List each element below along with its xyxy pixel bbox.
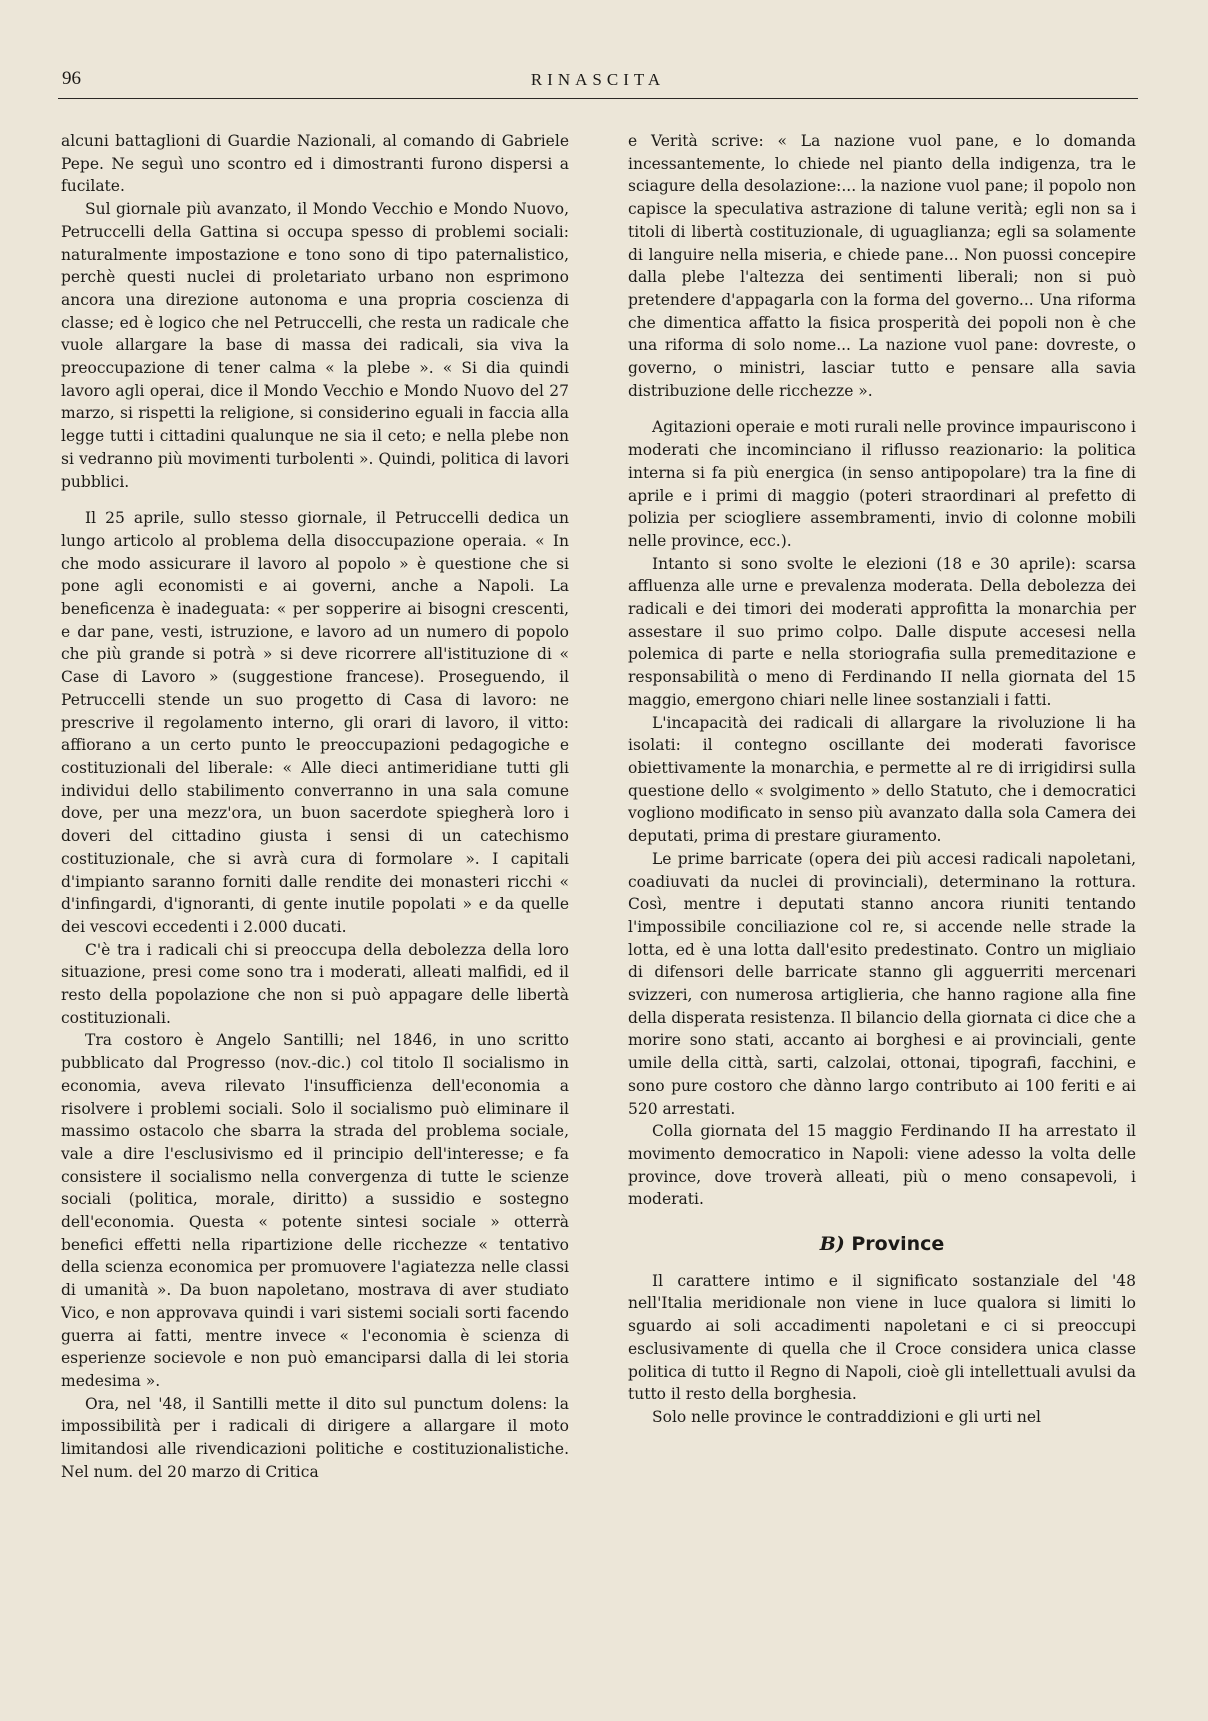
section-heading-letter: B): [819, 1233, 845, 1256]
paragraph: Il carattere intimo e il significato sostanziale del '48 nell'Italia meridionale non viene in luce qualora si limiti lo sguardo ai soli accadimenti napoletani e ci si preoccupi esclusivamente di quella che il Croce considera unica classe politica di tutto il Regno di Napoli, cioè gli intellettuali avulsi da tutto il resto della borghesia.: [628, 1271, 1136, 1404]
paragraph: Le prime barricate (opera dei più accesi radicali napoletani, coadiuvati da nuclei di provinciali), determinano la rottura. Così, mentre i deputati stanno ancora riuniti tentando l'impossibile conciliazione col re, si accende nelle strade la lotta, ed è una lotta dall'esito predestinato. Contro un migliaio di difensori delle barricate stanno gli agguerriti mercenari svizzeri, con numerosa artiglieria, che hanno ragione alla fine della disperata resistenza. Il bilancio della giornata ci dice che a morire sono stati, accanto ai borghesi e ai provinciali, gente umile della città, sarti, calzolai, ottonai, tipografi, facchini, e sono pure costoro che dànno largo contributo ai 100 feriti e ai 520 arrestati.: [628, 849, 1136, 1118]
header-rule: [58, 98, 1138, 99]
paragraph: C'è tra i radicali chi si preoccupa della debolezza della loro situazione, presi come sono tra i moderati, alleati malfidi, ed il resto della popolazione che non si può appagare delle libertà costituzionali.: [61, 940, 569, 1027]
page-header: [58, 68, 1138, 98]
paragraph: Il 25 aprile, sullo stesso giornale, il Petruccelli dedica un lungo articolo al problema della disoccupazione operaia. « In che modo assicurare il lavoro al popolo » è questione che si pone agli economisti e ai governi, anche a Napoli. La beneficenza è inadeguata: « per sopperire ai bisogni crescenti, e dar pane, vesti, istruzione, e lavoro ad un numero di popolo che più grande si potrà » si deve ricorrere all'istituzione di « Case di Lavoro » (suggestione francese). Proseguendo, il Petruccelli stende un suo progetto di Casa di lavoro: ne prescrive il regolamento interno, gli orari di lavoro, il vitto: affiorano a un certo punto le preoccupazioni pedagogiche e costituzionali del liberale: « Alle dieci antimeridiane tutti gli individui dello stabilimento converranno in una sala comune dove, per una mezz'ora, un buon sacerdote spiegherà loro i doveri del cittadino giusta i sensi di un catechismo costituzionale, che si avrà cura di formolare ». I capitali d'impianto saranno forniti dalle rendite dei monasteri ricchi « d'infingardi, d'ignoranti, di gente inutile popolati » e da quelle dei vescovi eccedenti i 2.000 ducati.: [61, 509, 569, 936]
right-column: [628, 130, 1136, 1429]
paragraph: Colla giornata del 15 maggio Ferdinando II ha arrestato il movimento democratico in Napoli: viene adesso la volta delle province, dove troverà alleati, più o meno consapevoli, i moderati.: [628, 1122, 1136, 1209]
paragraph: e Verità scrive: « La nazione vuol pane, e lo domanda incessantemente, lo chiede nel pianto della indigenza, tra le sciagure della desolazione:... la nazione vuol pane; il popolo non capisce la speculativa astrazione di talune verità; egli non sa i titoli di libertà costituzionale, di uguaglianza; egli sa solamente di languire nella miseria, e chiede pane... Non puossi concepire dalla plebe l'altezza dei sentimenti liberali; non si può pretendere d'appagarla con la forma del governo... Una riforma che dimentica affatto la fisica prosperità dei popoli non è che una riforma di solo nome... La nazione vuol pane: dovreste, o governo, o ministri, lasciar tutto e pensare alla savia distribuzione delle ricchezze ».: [628, 132, 1136, 400]
paragraph: L'incapacità dei radicali di allargare la rivoluzione li ha isolati: il contegno oscillante dei moderati favorisce obiettivamente la monarchia, e permette al re di irrigidirsi sulla questione dello « svolgimento » dello Statuto, che i democratici vogliono modificato in senso più avanzato dalla sola Camera dei deputati, prima di prestare giuramento.: [628, 713, 1136, 846]
paragraph: Sul giornale più avanzato, il Mondo Vecchio e Mondo Nuovo, Petruccelli della Gattina si occupa spesso di problemi sociali: naturalmente impostazione e tono sono di tipo paternalistico, perchè questi nuclei di proletariato urbano non esprimono ancora una direzione autonoma e una propria coscienza di classe; ed è logico che nel Petruccelli, che resta un radicale che vuole allargare la base di massa dei radicali, sia viva la preoccupazione di tener calma « la plebe ». « Si dia quindi lavoro agli operai, dice il Mondo Vecchio e Mondo Nuovo del 27 marzo, si rispetti la religione, si considerino eguali in faccia alla legge tutti i cittadini qualunque ne sia il ceto; e nella plebe non si vedranno più movimenti turbolenti ». Quindi, politica di lavori pubblici.: [61, 200, 569, 491]
paragraph: Solo nelle province le contraddizioni e gli urti nel: [652, 1407, 1042, 1426]
section-heading-title: Province: [851, 1233, 945, 1256]
journal-title: RINASCITA: [530, 70, 666, 89]
left-column: [61, 130, 569, 1483]
paragraph: Ora, nel '48, il Santilli mette il dito sul punctum dolens: la impossibilità per i radicali di dirigere a allargare il moto limitandosi alle rivendicazioni politiche e costituzionalistiche. Nel num. del 20 marzo di Critica: [61, 1394, 569, 1481]
section-heading: [628, 1233, 1136, 1256]
page-number: 96: [62, 68, 81, 89]
paragraph: Intanto si sono svolte le elezioni (18 e 30 aprile): scarsa affluenza alle urne e prevalenza moderata. Della debolezza dei radicali e dei timori dei moderati approfitta la monarchia per assestare il suo primo colpo. Dalle dispute accesesi nella polemica di parte e nella storiografia sulla premeditazione e responsabilità o meno di Ferdinando II nella giornata del 15 maggio, emergono chiari nelle linee sostanziali i fatti.: [628, 554, 1136, 709]
paragraph: Tra costoro è Angelo Santilli; nel 1846, in uno scritto pubblicato dal Progresso (nov.-dic.) col titolo Il socialismo in economia, aveva rilevato l'insufficienza dell'economia a risolvere i problemi sociali. Solo il socialismo può eliminare il massimo ostacolo che sbarra la strada del problema sociale, vale a dire l'esclusivismo ed il principio dell'interesse; e fa consistere il socialismo nella convergenza di tutte le scienze sociali (politica, morale, diritto) a sussidio e sostegno dell'economia. Questa « potente sintesi sociale » otterrà benefici effetti nella ripartizione delle ricchezze « tentativo della scienza economica per promuovere l'agiatezza nelle classi di umanità ». Da buon napoletano, mostrava di aver studiato Vico, e non approvava quindi i vari sistemi sociali sorti facendo guerra ai fatti, mentre invece « l'economia è scienza di esperienze socievole e non può emanciparsi dalla di lei storia medesima ».: [61, 1031, 569, 1390]
paragraph: Agitazioni operaie e moti rurali nelle province impauriscono i moderati che incominciano il riflusso reazionario: la politica interna si fa più energica (in senso antipopolare) tra la fine di aprile e i primi di maggio (poteri straordinari al prefetto di polizia per sciogliere assembramenti, invio di colonne mobili nelle province, ecc.).: [628, 418, 1136, 550]
paragraph: alcuni battaglioni di Guardie Nazionali, al comando di Gabriele Pepe. Ne seguì uno scontro ed i dimostranti furono dispersi a fucilate.: [61, 132, 569, 196]
